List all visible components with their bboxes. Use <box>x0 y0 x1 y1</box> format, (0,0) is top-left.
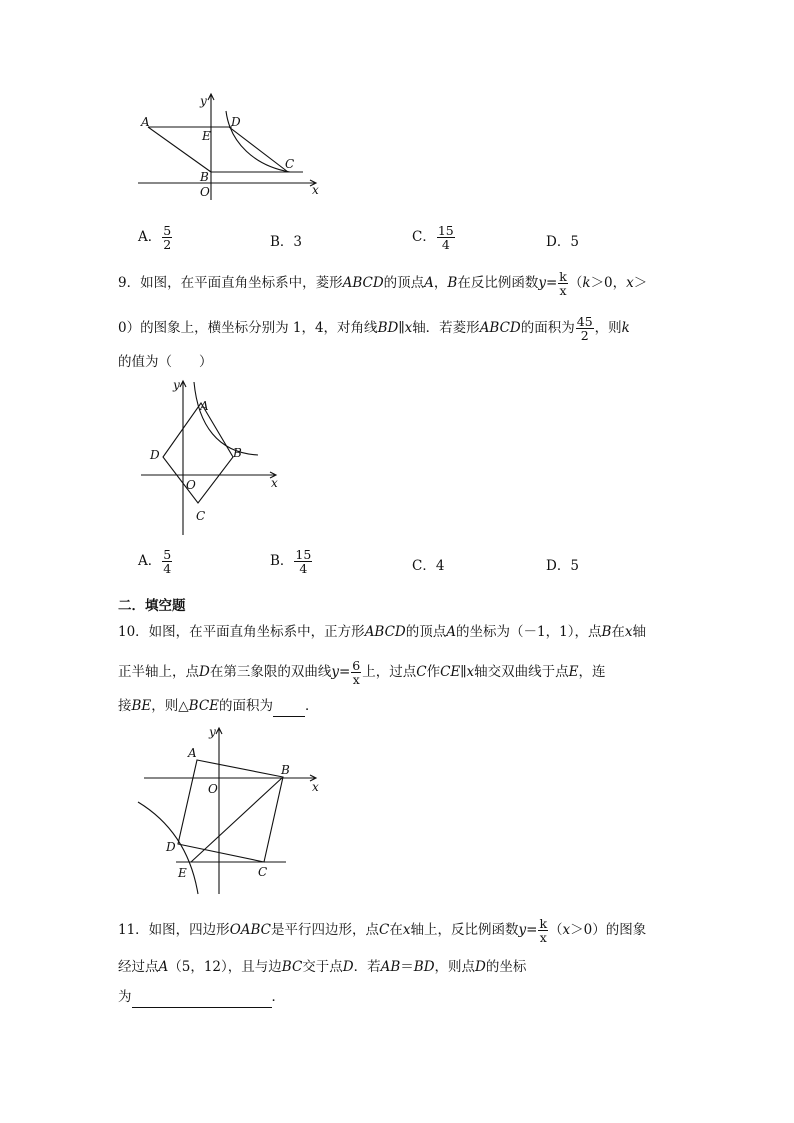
label-C: C <box>196 509 206 523</box>
fraction: $\frac{45}{2}$ <box>576 314 593 343</box>
label-D: D <box>150 448 160 462</box>
q9-line-1: 9．如图，在平面直角坐标系中，菱形ABCD的顶点A，B在反比例函数y= $\frac{k}{x}$ （k＞0，x＞ <box>118 269 648 298</box>
q10-line-1: 10．如图，在平面直角坐标系中，正方形ABCD的顶点A的坐标为（－1，1），点B在x轴 <box>118 624 646 640</box>
q9-line-3: 的值为（ ） <box>118 354 213 370</box>
label-A: A <box>188 746 197 760</box>
q8-option-b[interactable]: B．3 <box>270 234 303 250</box>
label-x: x <box>312 780 319 794</box>
label-C: C <box>285 157 295 171</box>
label-D: D <box>166 840 176 854</box>
answer-blank[interactable] <box>273 696 305 717</box>
label-B: B <box>200 170 209 184</box>
q9-option-a[interactable]: A． $\frac{5}{4}$ <box>138 547 172 576</box>
label-x: x <box>312 183 319 197</box>
label-A: A <box>200 399 209 413</box>
figure-q8 <box>130 88 330 203</box>
fraction: $\frac{15}{4}$ <box>437 223 454 252</box>
label-E: E <box>178 866 187 880</box>
fraction: $\frac{k}{x}$ <box>559 269 567 298</box>
q8-option-d[interactable]: D．5 <box>546 234 579 250</box>
answer-blank[interactable] <box>132 987 272 1008</box>
label-O: O <box>208 782 218 796</box>
section-heading: 二．填空题 <box>118 598 186 614</box>
q8-option-c[interactable]: C． $\frac{15}{4}$ <box>412 223 454 252</box>
q11-line-1: 11．如图，四边形OABC是平行四边形，点C在x轴上，反比例函数y= $\frac{k}{x}$ （x＞0）的图象 <box>118 916 647 945</box>
label-O: O <box>186 478 196 492</box>
fraction: $\frac{5}{2}$ <box>163 223 172 252</box>
label-B: B <box>233 446 242 460</box>
q11-line-2: 经过点A（5，12），且与边BC交于点D．若AB＝BD，则点D的坐标 <box>118 959 527 975</box>
label-y: y <box>209 725 216 739</box>
label-x: x <box>271 476 278 490</box>
q8-option-a[interactable]: A． $\frac{5}{2}$ <box>138 223 172 252</box>
label-y: y <box>200 94 207 108</box>
label-B: B <box>281 763 290 777</box>
fraction: $\frac{k}{x}$ <box>539 916 548 945</box>
fraction: $\frac{6}{x}$ <box>352 658 361 687</box>
q11-line-3: 为 ． <box>118 987 678 1008</box>
label-O: O <box>200 185 210 199</box>
q9-line-2: 0）的图象上，横坐标分别为 1，4，对角线BD∥x轴．若菱形ABCD的面积为 $\frac{45}{2}$ ，则k <box>118 314 630 343</box>
q10-line-2: 正半轴上，点D在第三象限的双曲线y= $\frac{6}{x}$ 上，过点C作CE∥x轴交双曲线于点E，连 <box>118 658 606 687</box>
label-A: A <box>141 115 150 129</box>
q9-option-b[interactable]: B． $\frac{15}{4}$ <box>270 547 312 576</box>
fraction: $\frac{5}{4}$ <box>163 547 172 576</box>
label-y: y <box>173 378 180 392</box>
label-D: D <box>231 115 241 129</box>
label-C: C <box>258 865 268 879</box>
q9-option-c[interactable]: C．4 <box>412 558 445 574</box>
q9-option-d[interactable]: D．5 <box>546 558 579 574</box>
figure-q10 <box>136 722 336 897</box>
figure-q9 <box>136 375 286 540</box>
q10-line-3: 接BE，则△BCE的面积为 ． <box>118 696 678 717</box>
label-E: E <box>202 129 211 143</box>
fraction: $\frac{15}{4}$ <box>295 547 312 576</box>
